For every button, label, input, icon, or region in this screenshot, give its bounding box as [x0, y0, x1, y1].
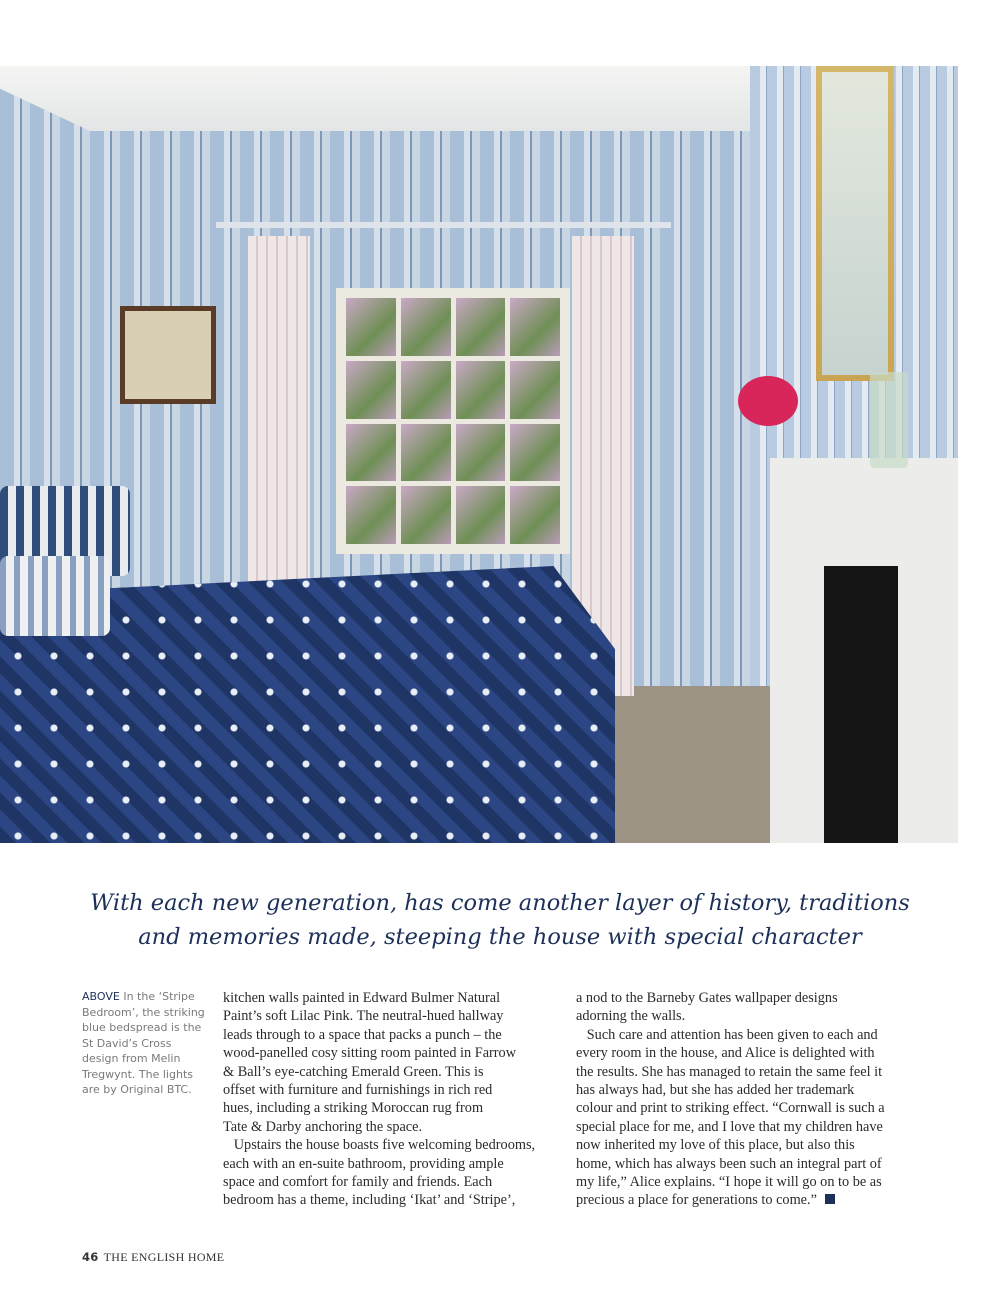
page-number: 46	[82, 1250, 99, 1264]
pink-hydrangea	[738, 376, 798, 426]
framed-sampler	[120, 306, 216, 404]
body-text-line: offset with furniture and furnishings in rich red	[223, 1082, 493, 1099]
body-column-2	[576, 989, 885, 1210]
body-text-line: Such care and attention has been given to each and	[576, 1026, 878, 1043]
curtain-rod	[216, 222, 671, 228]
ceiling	[0, 66, 750, 131]
glass-vase	[870, 372, 908, 468]
caption-text: In the ‘Stripe Bedroom’, the striking blue bedspread is the St David’s Cross design from Melin Tregwynt. The lights are by Original BTC.	[82, 990, 205, 1096]
body-text-line: kitchen walls painted in Edward Bulmer Natural	[223, 990, 501, 1006]
body-text-line: every room in the house, and Alice is delighted with	[576, 1045, 875, 1062]
body-text-line: hues, including a striking Moroccan rug from	[223, 1100, 484, 1117]
body-text-line: the results. She has managed to retain the same feel it	[576, 1063, 883, 1080]
body-text-line: Tate & Darby anchoring the space.	[223, 1118, 423, 1135]
body-text-line: each with an en-suite bathroom, providing ample	[223, 1155, 504, 1172]
body-column-1	[223, 989, 535, 1210]
body-text-line: colour and print to striking effect. “Cornwall is such a	[576, 1100, 885, 1117]
body-text-line: leads through to a space that packs a punch – the	[223, 1026, 502, 1043]
page-footer	[82, 1250, 224, 1265]
pull-quote	[0, 886, 1000, 954]
body-text-line: & Ball’s eye-catching Emerald Green. This is	[223, 1063, 484, 1080]
body-text-line: has always had, but she has added her trademark	[576, 1082, 855, 1099]
fireplace-grate	[824, 566, 898, 843]
body-text-line: a nod to the Barneby Gates wallpaper designs	[576, 990, 838, 1006]
body-text-line: precious a place for generations to come.”	[576, 1191, 885, 1209]
bedroom-photo	[0, 66, 958, 843]
photo-caption	[82, 989, 207, 1098]
body-text-line: home, which has always been such an integral part of	[576, 1155, 882, 1172]
body-text-line: Paint’s soft Lilac Pink. The neutral-hued hallway	[223, 1008, 504, 1025]
framed-painting	[816, 66, 894, 381]
caption-lead: ABOVE	[82, 990, 120, 1003]
pull-quote-line: With each new generation, has come another layer of history, traditions	[90, 890, 910, 916]
sash-window	[336, 288, 570, 554]
body-text-line: space and comfort for family and friends. Each	[223, 1174, 493, 1191]
body-text-line: my life,” Alice explains. “I hope it will go on to be as	[576, 1174, 882, 1191]
body-text-line: Upstairs the house boasts five welcoming bedrooms,	[223, 1137, 536, 1154]
end-mark-icon	[825, 1194, 835, 1204]
body-text-line: bedroom has a theme, including ‘Ikat’ and ‘Stripe’,	[223, 1192, 516, 1209]
body-text-line: adorning the walls.	[576, 1008, 686, 1025]
body-text-line: wood-panelled cosy sitting room painted in Farrow	[223, 1045, 517, 1062]
body-text-line: special place for me, and I love that my children have	[576, 1118, 883, 1135]
pull-quote-line: and memories made, steeping the house with special character	[138, 924, 862, 950]
magazine-name: THE ENGLISH HOME	[103, 1250, 225, 1264]
striped-pillow	[0, 556, 110, 636]
body-text-line: now inherited my love of this place, but also this	[576, 1137, 855, 1154]
